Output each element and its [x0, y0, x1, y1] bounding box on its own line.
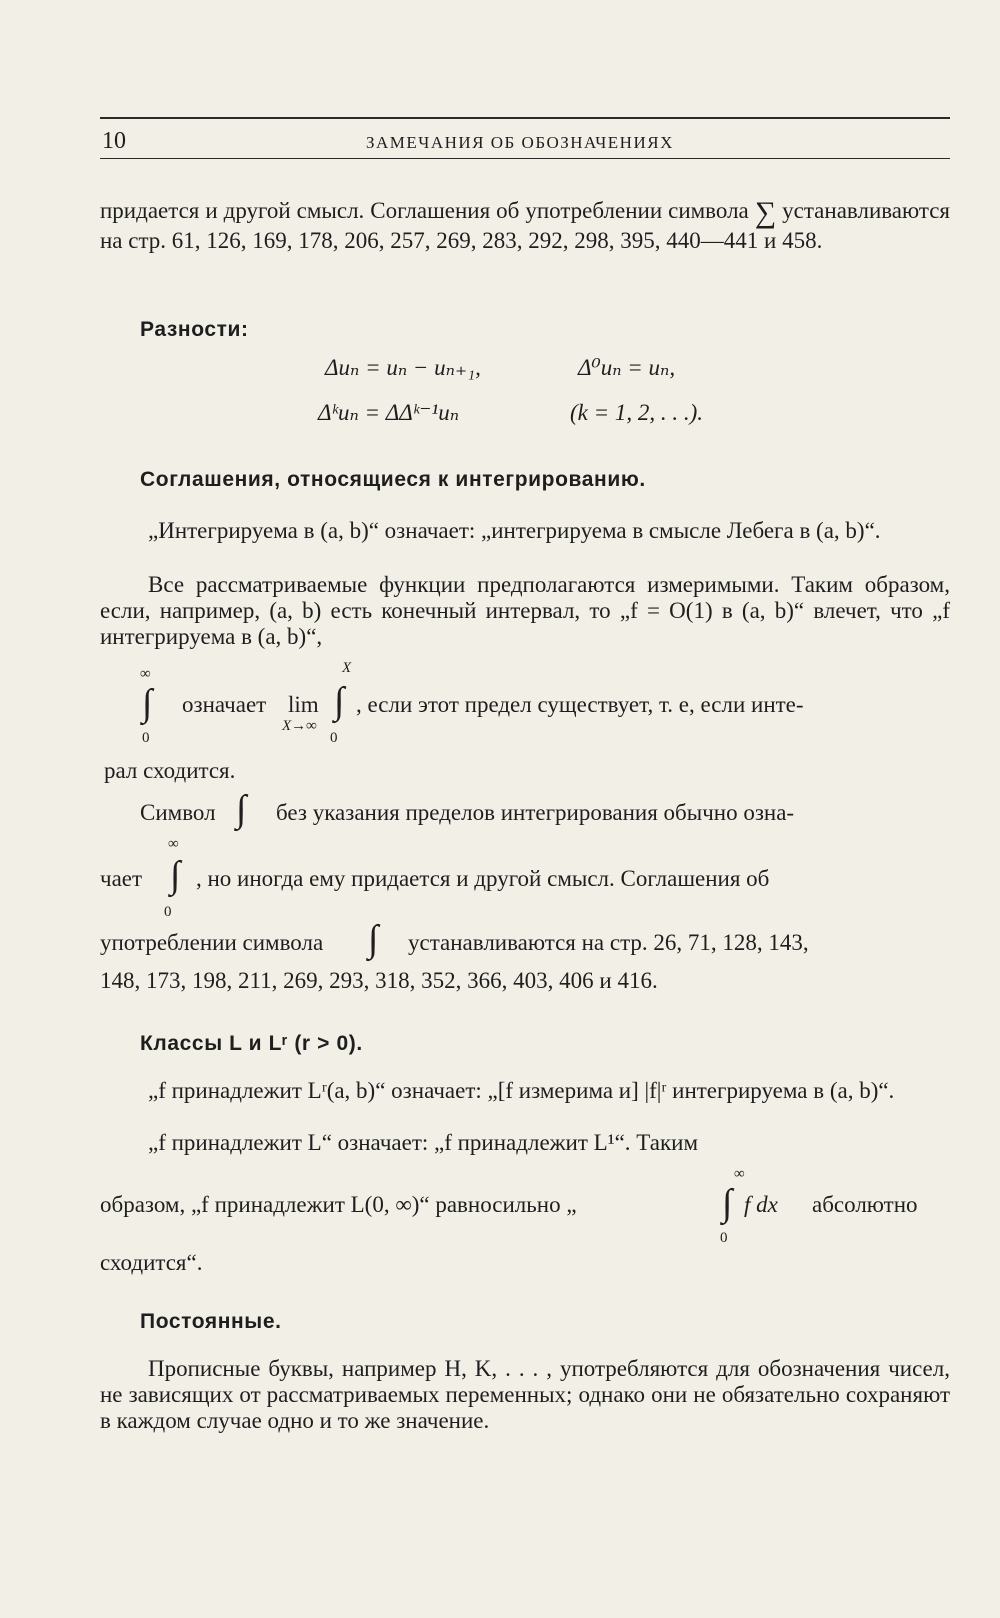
classes-paragraph-2: „f принадлежит L“ означает: „f принадлежит L¹“. Таким	[148, 1130, 699, 1155]
symbol-integral-lower: 0	[164, 904, 172, 920]
symbol-line-2b: , но иногда ему придается и другой смысл. Соглашения об	[196, 866, 770, 891]
classes-integrand: f dx	[744, 1192, 778, 1217]
running-title: ЗАМЕЧАНИЯ ОБ ОБОЗНАЧЕНИЯХ	[366, 133, 674, 152]
inner-integral-lower: 0	[330, 730, 338, 746]
integral-sign: ∫	[142, 682, 153, 724]
symbol-line-2a: чает	[100, 866, 143, 891]
integral-symbol-3: ∫	[368, 918, 379, 960]
classes-line-3a: образом, „f принадлежит L(0, ∞)“ равносильно „	[100, 1192, 577, 1217]
integral-symbol-2: ∫	[170, 854, 181, 896]
heading-integration: Соглашения, относящиеся к интегрированию.	[140, 468, 646, 491]
heading-constants: Постоянные.	[140, 1310, 282, 1333]
classes-integral-lower: 0	[720, 1230, 728, 1246]
sigma-paragraph	[100, 198, 950, 254]
lim-label: lim	[288, 692, 319, 717]
header-top-rule	[100, 117, 950, 119]
classes-paragraph-1: „f принадлежит Lʳ(a, b)“ означает: „[f измерима и] |f|ʳ интегрируема в (a, b)“.	[148, 1078, 895, 1103]
constants-paragraph: Прописные буквы, например H, K, . . . , употребляются для обозначения чисел, не зависящих от рассматриваемых переменных; однако они не обязательно сохраняют в каждом случае одно и то же значение.	[100, 1356, 950, 1433]
integration-paragraph-1: „Интегрируема в (a, b)“ означает: „интегрируема в смысле Лебега в (a, b)“.	[148, 518, 881, 543]
sigma-text-before: придается и другой смысл. Соглашения об употреблении символа	[100, 198, 749, 223]
inner-integral-sign: ∫	[334, 680, 345, 722]
formula-difference-1: Δuₙ = uₙ − uₙ₊₁,	[325, 355, 481, 380]
sigma-symbol: ∑	[754, 196, 777, 229]
symbol-line-4: 148, 173, 198, 211, 269, 293, 318, 352, 366, 403, 406 и 416.	[100, 968, 658, 993]
integral-upper-limit: ∞	[140, 666, 151, 682]
symbol-line-1b: без указания пределов интегрирования обычно озна-	[276, 800, 795, 825]
integral-symbol-1: ∫	[236, 788, 247, 830]
classes-line-4: сходится“.	[100, 1250, 203, 1275]
means-label: означает	[182, 692, 267, 717]
formula-difference-0: Δ⁰uₙ = uₙ,	[578, 355, 676, 380]
inner-integral-upper: X	[342, 660, 352, 676]
heading-differences: Разности:	[140, 318, 249, 341]
page-number: 10	[102, 128, 126, 154]
symbol-line-1a: Символ	[140, 800, 216, 825]
heading-classes: Классы L и Lʳ (r > 0).	[140, 1032, 363, 1055]
classes-integral-upper: ∞	[734, 1166, 745, 1182]
sigma-text-after: устанавливаются на стр. 61, 126, 169, 178, 206, 257, 269, 283, 292, 298, 395, 440—441 и 458.	[100, 198, 951, 253]
formula-k-range: (k = 1, 2, . . .).	[570, 400, 704, 425]
classes-integral-sign: ∫	[722, 1182, 733, 1224]
improper-definition-cont: рал сходится.	[104, 758, 236, 783]
header-bottom-rule	[100, 158, 950, 159]
formula-difference-k: Δᵏuₙ = ΔΔᵏ⁻¹uₙ	[318, 400, 460, 425]
lim-subscript: X→∞	[282, 718, 317, 734]
symbol-line-3a: употреблении символа	[100, 930, 324, 955]
symbol-integral-upper: ∞	[168, 836, 179, 852]
integral-lower-limit: 0	[142, 730, 150, 746]
classes-line-3b: абсолютно	[812, 1192, 918, 1217]
symbol-line-3b: устанавливаются на стр. 26, 71, 128, 143,	[408, 930, 809, 955]
improper-definition-rest: , если этот предел существует, т. е, если инте-	[356, 692, 804, 717]
integration-paragraph-2: Все рассматриваемые функции предполагаются измеримыми. Таким образом, если, например, (a, b) есть конечный интервал, то „f = O(1) в (a, b)“ влечет, что „f интегрируема в (a, b)“,	[100, 572, 950, 649]
